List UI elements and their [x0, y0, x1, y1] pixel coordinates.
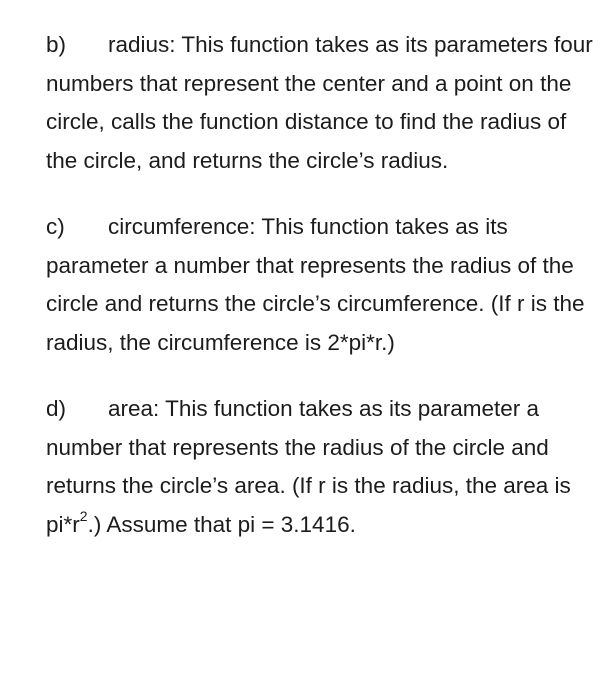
- list-item-text: radius: This function takes as its parameters four numbers that represent the center and a point on the circle, calls the function distance to find the radius of the circle, and returns the circle’s radius.: [46, 32, 593, 173]
- list-item-b: [46, 26, 594, 180]
- list-marker: d): [46, 396, 67, 421]
- list-item-text: circumference: This function takes as its parameter a number that represents the radius of the circle and returns the circle’s circumference. (If r is the radius, the circumference is 2*pi*r.): [46, 214, 585, 355]
- list-item-c: [46, 208, 594, 362]
- list-item-text-continued: .) Assume that pi = 3.1416.: [87, 511, 356, 537]
- superscript-exponent: 2: [79, 508, 88, 524]
- list-marker: c): [46, 214, 65, 239]
- list-item-d: [46, 390, 594, 544]
- document-body: [46, 26, 594, 544]
- list-marker: b): [46, 32, 67, 57]
- list-item-text: area: This function takes as its parameter a number that represents the radius of the circle and returns the circle’s area. (If r is the radius, the area is pi*r: [46, 396, 571, 537]
